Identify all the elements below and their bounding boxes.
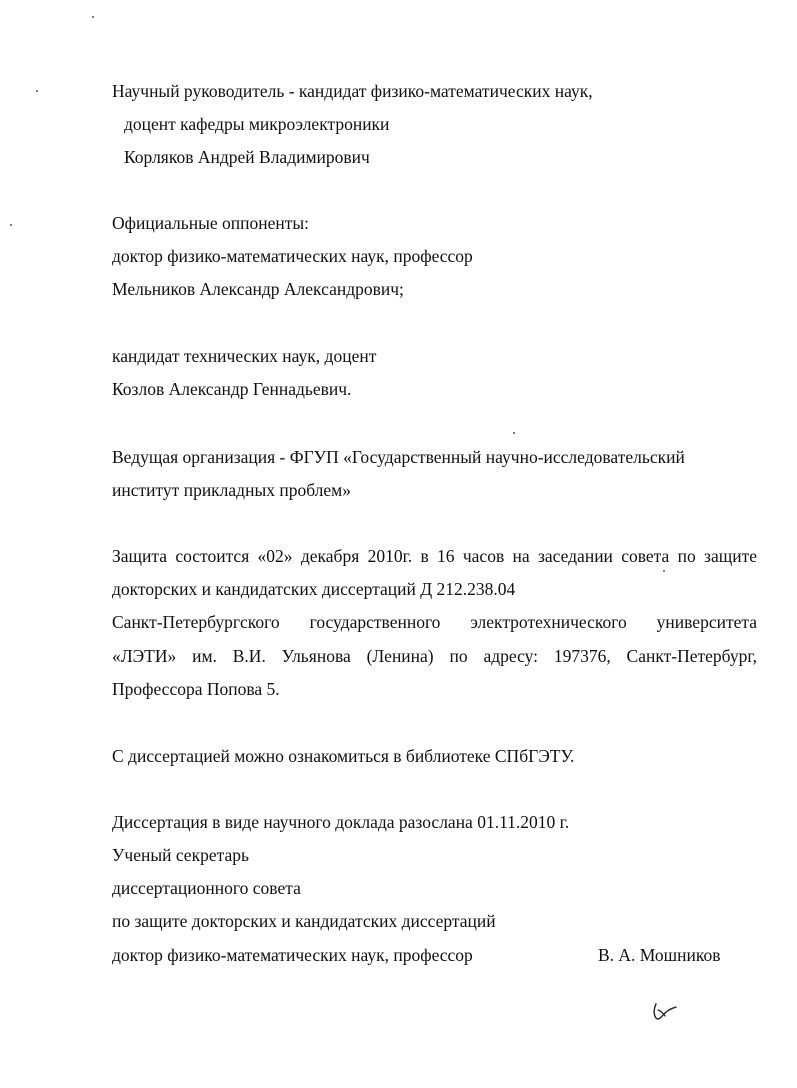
supervisor-line-1: Научный руководитель - кандидат физико-математических наук, [112,81,593,101]
signature-icon [650,1000,680,1024]
secretary-line-3: по защите докторских и кандидатских диссертаций [112,911,496,931]
supervisor-name: Корляков Андрей Владимирович [124,147,370,167]
opponent-1-title: доктор физико-математических наук, профессор [112,246,473,266]
secretary-line-4: доктор физико-математических наук, профессор [112,945,473,965]
scan-speck [663,570,665,572]
mailing-note: Диссертация в виде научного доклада разослана 01.11.2010 г. [112,812,570,832]
opponent-1-name: Мельников Александр Александрович; [112,279,404,299]
supervisor-line-2: доцент кафедры микроэлектроники [124,114,390,134]
library-note: С диссертацией можно ознакомиться в библиотеке СПбГЭТУ. [112,746,575,766]
defense-line-4: «ЛЭТИ» им. В.И. Ульянова (Ленина) по адресу: 197376, Санкт-Петербург, [112,646,757,666]
scan-speck [10,224,12,226]
secretary-line-1: Ученый секретарь [112,845,249,865]
scan-speck [36,90,38,92]
lead-org-line-2: институт прикладных проблем» [112,480,351,500]
secretary-name: В. А. Мошников [598,945,721,965]
opponent-2-name: Козлов Александр Геннадьевич. [112,379,352,399]
lead-org-line-1: Ведущая организация - ФГУП «Государственный научно-исследовательский [112,447,685,467]
defense-line-3: Санкт-Петербургского государственного электротехнического университета [112,612,757,632]
scan-speck [513,432,515,434]
secretary-line-2: диссертационного совета [112,878,301,898]
scan-speck [92,16,94,18]
defense-line-2: докторских и кандидатских диссертаций Д 212.238.04 [112,579,516,599]
opponent-2-title: кандидат технических наук, доцент [112,346,377,366]
opponents-heading: Официальные оппоненты: [112,213,309,233]
defense-address-end: Профессора Попова 5. [112,679,280,699]
defense-line-1: Защита состоится «02» декабря 2010г. в 16 часов на заседании совета по защите [112,546,757,566]
